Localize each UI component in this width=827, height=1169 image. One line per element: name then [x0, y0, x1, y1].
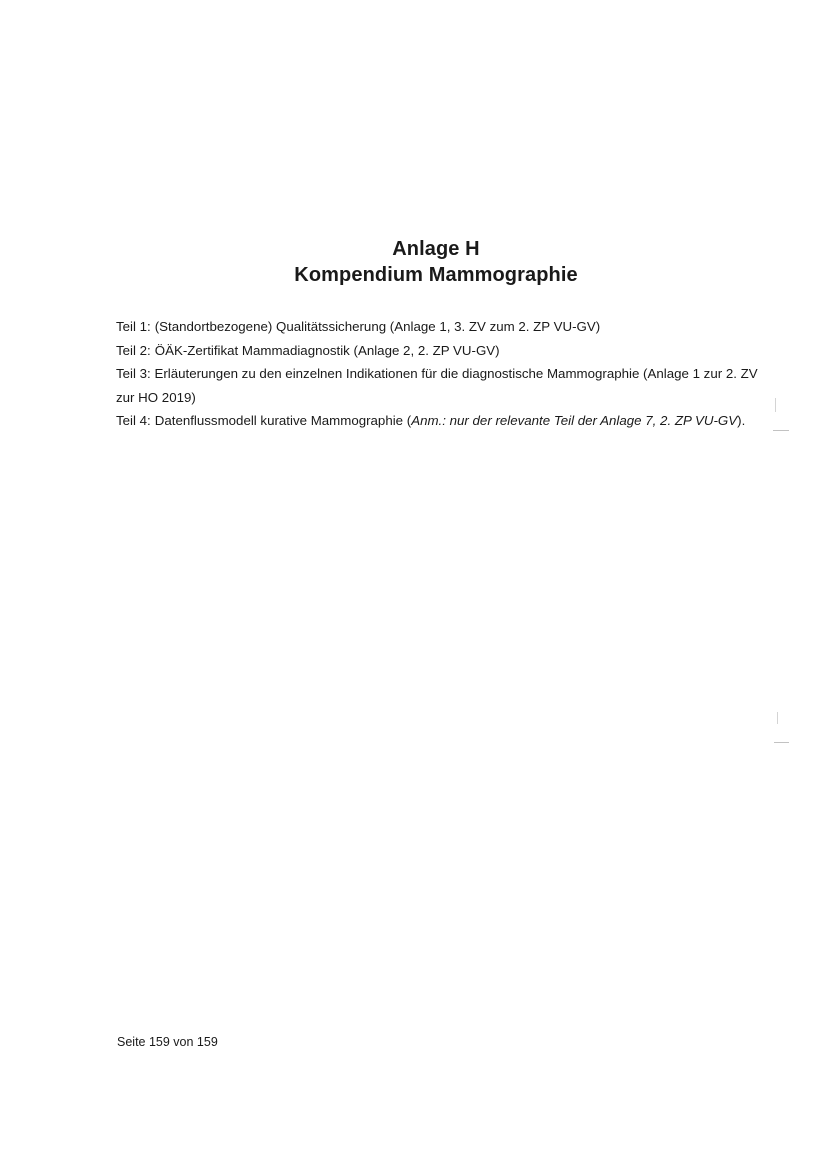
document-title: Anlage H — [392, 238, 480, 260]
title-block — [0, 236, 827, 288]
part-text-before: Datenflussmodell kurative Mammographie ( — [154, 413, 412, 428]
part-label: Teil 2: — [116, 342, 151, 358]
scan-artifact — [775, 398, 776, 412]
part-text-note: Anm.: nur der relevante Teil der Anlage 7, 2. ZP VU-GV — [411, 413, 738, 428]
scan-artifact — [774, 742, 789, 743]
part-text: (Standortbezogene) Qualitätssicherung (Anlage 1, 3. ZV zum 2. ZP VU-GV) — [154, 319, 601, 334]
part-text: ÖÄK-Zertifikat Mammadiagnostik (Anlage 2, 2. ZP VU-GV) — [154, 342, 500, 358]
part-text-after: ). — [737, 413, 746, 428]
parts-list — [116, 315, 766, 433]
part-item — [116, 409, 766, 433]
scan-artifact — [777, 712, 778, 724]
part-label: Teil 3: — [116, 366, 151, 381]
part-label: Teil 4: — [116, 413, 151, 428]
part-text: Erläuterungen zu den einzelnen Indikationen für die diagnostische Mammographie (Anlage 1 zur 2. ZV zur HO 2019) — [116, 366, 758, 405]
document-subtitle: Kompendium Mammographie — [294, 264, 578, 286]
part-item — [116, 315, 766, 339]
part-item-wrapped — [116, 362, 766, 409]
part-item — [116, 339, 766, 363]
part-text — [155, 409, 766, 433]
scan-artifact — [773, 430, 789, 431]
page-number: Seite 159 von 159 — [117, 1035, 218, 1049]
part-label: Teil 1: — [116, 319, 151, 334]
